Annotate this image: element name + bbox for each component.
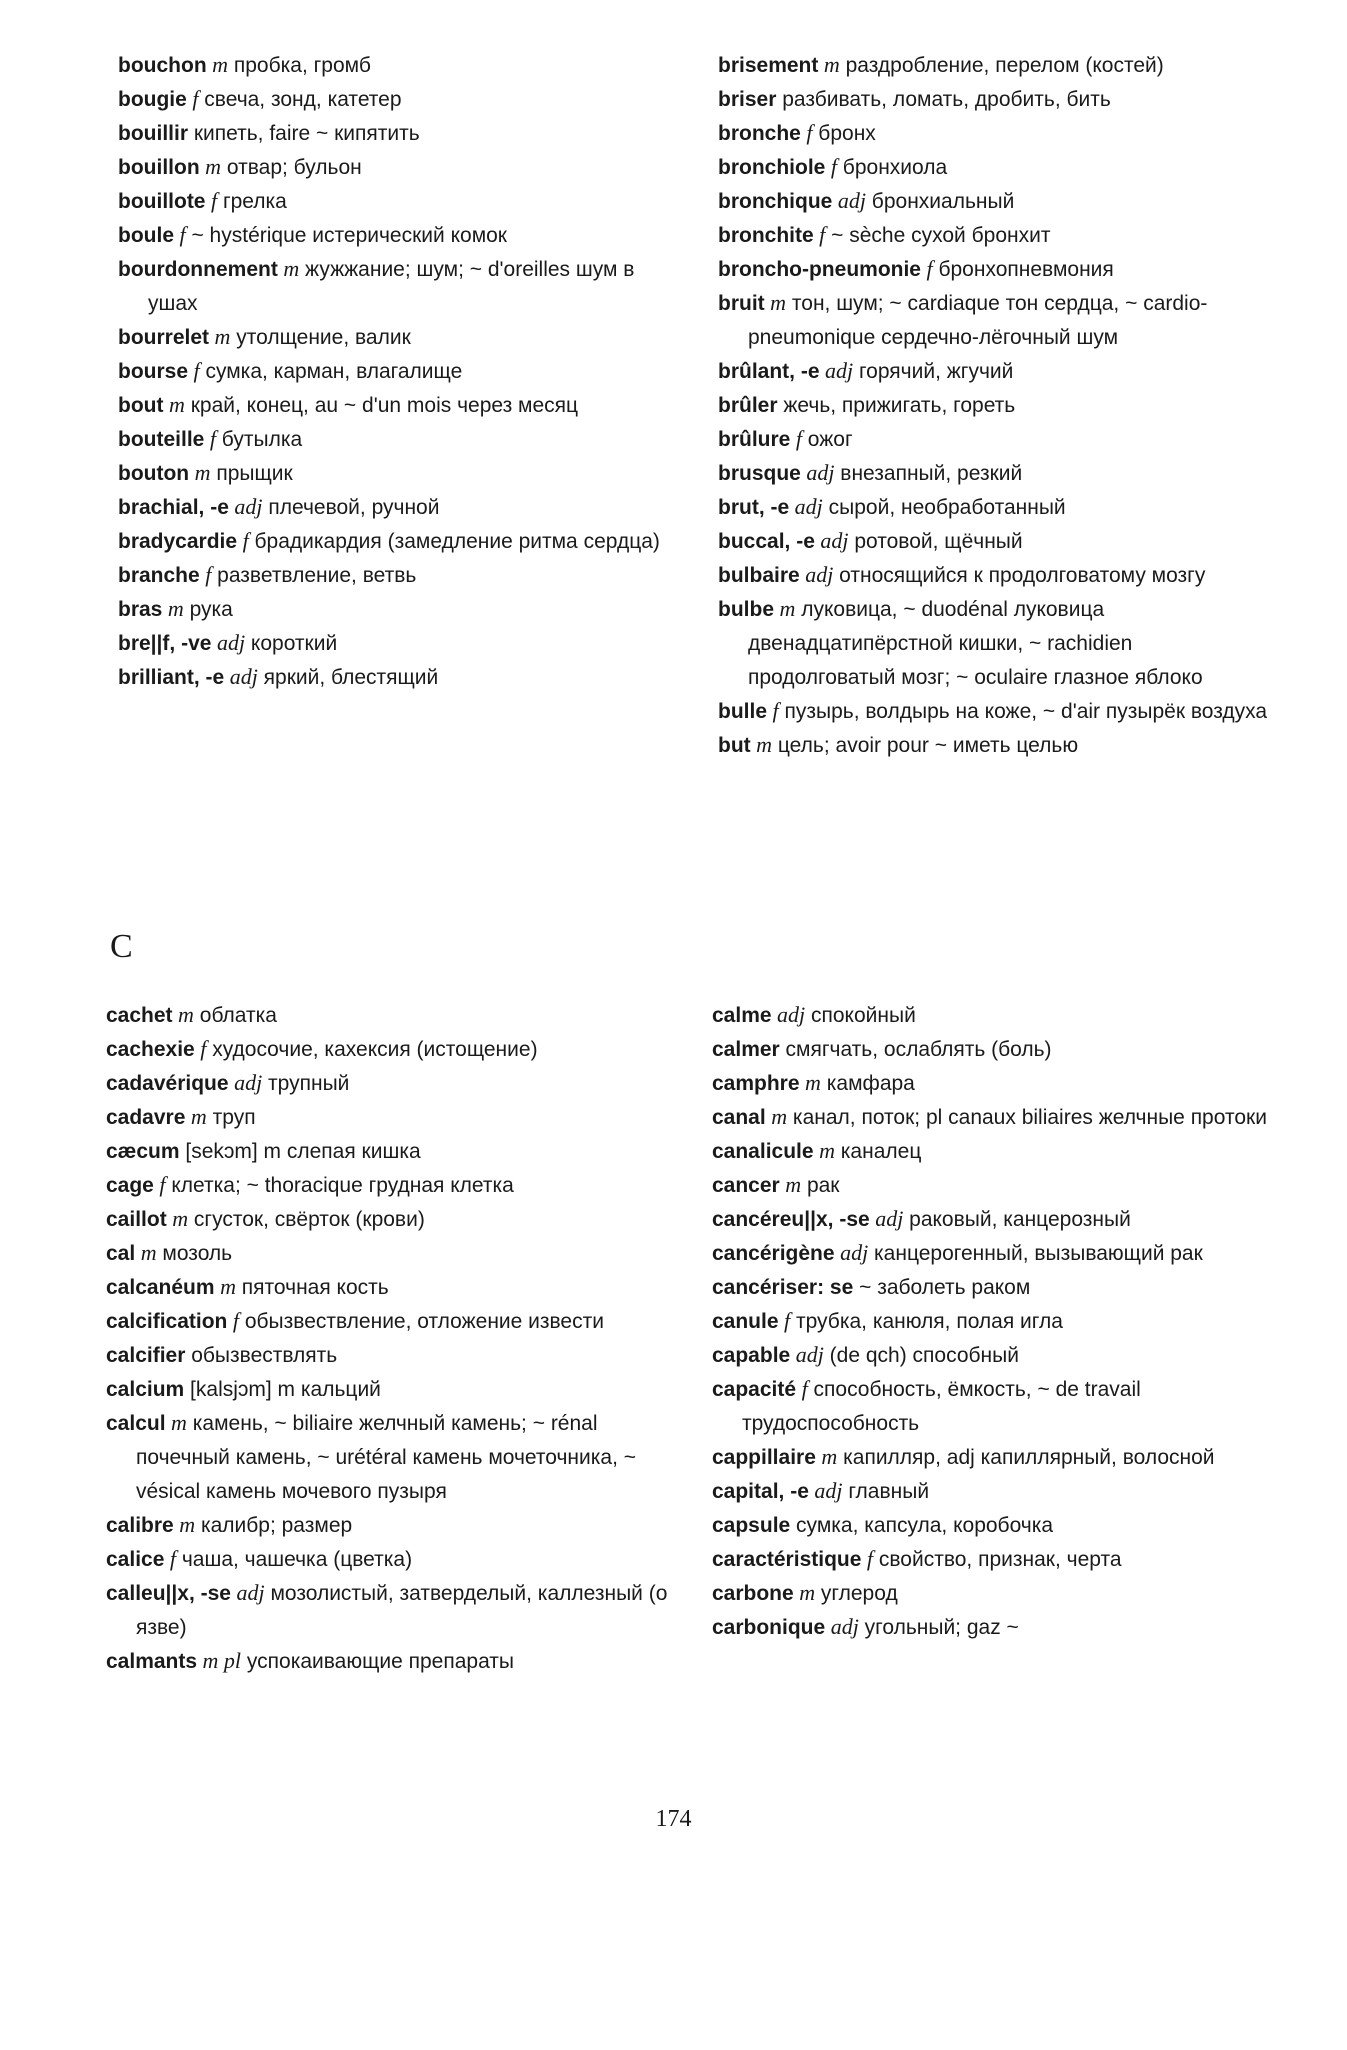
dictionary-entry (118, 218, 678, 252)
translation: прыщик (210, 462, 293, 485)
grammar-tag: adj (789, 494, 823, 519)
headword: calcification (106, 1310, 228, 1333)
dictionary-entry (718, 150, 1278, 184)
headword: brusque (718, 462, 801, 485)
dictionary-entry (106, 1032, 686, 1066)
headword: cancérigène (712, 1242, 835, 1265)
translation: пяточная кость (235, 1276, 389, 1299)
translation: бронхиола (836, 156, 948, 179)
headword: branche (118, 564, 200, 587)
dictionary-entry (718, 48, 1278, 82)
translation: относящийся к продолговатому мозгу (833, 564, 1206, 587)
grammar-tag: f (778, 1308, 791, 1333)
translation: мозолистый, затверделый, каллезный (о язве) (136, 1582, 668, 1639)
translation: смягчать, ослаблять (боль) (779, 1038, 1052, 1061)
grammar-tag: f (186, 86, 199, 111)
headword: cachet (106, 1004, 173, 1027)
dictionary-entry (712, 1168, 1292, 1202)
headword: bouillon (118, 156, 200, 179)
grammar-tag: f (199, 562, 212, 587)
headword: brisement (718, 54, 819, 77)
grammar-tag: m (750, 732, 773, 757)
headword: bruit (718, 292, 765, 315)
headword: cancer (712, 1174, 780, 1197)
translation: свойство, признак, черта (873, 1548, 1122, 1571)
dictionary-entry (718, 354, 1278, 388)
translation: углерод (815, 1582, 898, 1605)
grammar-tag: adj (814, 528, 849, 553)
dictionary-entry (106, 1270, 686, 1304)
dictionary-entry (712, 1474, 1292, 1508)
dictionary-entry (118, 184, 678, 218)
headword: buccal, -e (718, 530, 815, 553)
headword: calcul (106, 1412, 166, 1435)
grammar-tag: m (209, 324, 231, 349)
headword: bougie (118, 88, 187, 111)
headword: calmer (712, 1038, 780, 1061)
headword: bulbaire (718, 564, 800, 587)
translation: рак (801, 1174, 840, 1197)
grammar-tag: m pl (197, 1648, 242, 1673)
dictionary-entry (106, 1168, 686, 1202)
headword: calleu||x, -se (106, 1582, 231, 1605)
headword: bronchique (718, 190, 833, 213)
headword: bronche (718, 122, 801, 145)
dictionary-entry (718, 422, 1278, 456)
translation: пробка, громб (228, 54, 371, 77)
translation: бутылка (215, 428, 303, 451)
grammar-tag: m (185, 1104, 207, 1129)
dictionary-entry (106, 1100, 686, 1134)
translation: труп (206, 1106, 256, 1129)
headword: bouton (118, 462, 190, 485)
translation: кипеть, faire ~ кипятить (188, 122, 420, 145)
dictionary-entry (718, 388, 1278, 422)
dictionary-entry (118, 490, 678, 524)
grammar-tag: adj (231, 1580, 265, 1605)
grammar-tag: adj (228, 1070, 263, 1095)
headword: brûler (718, 394, 778, 417)
dictionary-entry (118, 558, 678, 592)
translation: трупный (262, 1072, 350, 1095)
headword: but (718, 734, 751, 757)
dictionary-entry (118, 48, 678, 82)
translation: облатка (193, 1004, 277, 1027)
headword: calcium (106, 1378, 185, 1401)
grammar-tag: m (173, 1512, 196, 1537)
grammar-tag: adj (211, 630, 246, 655)
dictionary-entry (106, 998, 686, 1032)
grammar-tag: adj (819, 358, 854, 383)
dictionary-entry (718, 490, 1278, 524)
translation: раковый, канцерозный (903, 1208, 1131, 1231)
translation: грелка (217, 190, 287, 213)
headword: bradycardie (118, 530, 238, 553)
headword: carbone (712, 1582, 794, 1605)
dictionary-entry (718, 252, 1278, 286)
grammar-tag: f (800, 120, 813, 145)
translation: камфара (820, 1072, 915, 1095)
grammar-tag: f (796, 1376, 808, 1401)
dictionary-entry (118, 524, 678, 558)
grammar-tag: f (227, 1308, 240, 1333)
dictionary-entry (718, 218, 1278, 252)
dictionary-entry (118, 422, 678, 456)
dictionary-entry (118, 82, 678, 116)
section-letter-c: C (110, 928, 133, 965)
translation: обызвествлять (185, 1344, 338, 1367)
translation: сумка, капсула, коробочка (790, 1514, 1054, 1537)
dictionary-entry (118, 320, 678, 354)
headword: calme (712, 1004, 772, 1027)
headword: capacité (712, 1378, 797, 1401)
translation: цель; avoir pour ~ иметь целью (772, 734, 1079, 757)
grammar-tag: m (166, 1206, 189, 1231)
headword: cancériser: se (712, 1276, 854, 1299)
grammar-tag: f (813, 222, 826, 247)
dictionary-entry (106, 1406, 686, 1508)
translation: бронхиальный (865, 190, 1015, 213)
translation: жечь, прижигать, гореть (777, 394, 1016, 417)
grammar-tag: f (194, 1036, 207, 1061)
grammar-tag: adj (825, 1614, 859, 1639)
dictionary-entry (712, 1338, 1292, 1372)
translation: брадикардия (замедление ритма сердца) (248, 530, 660, 553)
translation: каналец (834, 1140, 922, 1163)
grammar-tag: m (774, 596, 796, 621)
headword: capital, -e (712, 1480, 809, 1503)
dictionary-entry (712, 1372, 1292, 1440)
headword: boule (118, 224, 174, 247)
headword: cal (106, 1242, 136, 1265)
headword: broncho-pneumonie (718, 258, 921, 281)
dictionary-entry (106, 1508, 686, 1542)
translation: край, конец, au ~ d'un mois через месяц (184, 394, 579, 417)
grammar-tag: m (172, 1002, 194, 1027)
dictionary-entry (718, 694, 1278, 728)
headword: bouteille (118, 428, 205, 451)
c-left (106, 998, 686, 1678)
dictionary-entry (718, 286, 1278, 354)
page-number: 174 (655, 1806, 692, 1832)
grammar-tag: m (765, 1104, 788, 1129)
dictionary-entry (712, 1610, 1292, 1644)
translation: разветвление, ветвь (211, 564, 417, 587)
grammar-tag: f (767, 698, 779, 723)
translation: утолщение, валик (230, 326, 411, 349)
translation: тон, шум; ~ cardiaque тон сердца, ~ cardio-pneumonique сердечно-лёгочный шум (748, 292, 1208, 349)
dictionary-entry (106, 1066, 686, 1100)
dictionary-entry (106, 1338, 686, 1372)
translation: плечевой, ручной (262, 496, 440, 519)
translation: канцерогенный, вызывающий рак (868, 1242, 1203, 1265)
headword: caractéristique (712, 1548, 862, 1571)
translation: ~ sèche сухой бронхит (825, 224, 1051, 247)
grammar-tag: f (204, 426, 216, 451)
grammar-tag: m (764, 290, 787, 315)
translation: [sekɔm] m слепая кишка (179, 1140, 421, 1163)
translation: рука (183, 598, 233, 621)
grammar-tag: m (815, 1444, 838, 1469)
translation: чаша, чашечка (цветка) (176, 1548, 413, 1571)
translation: отвар; бульон (221, 156, 362, 179)
headword: bouillir (118, 122, 188, 145)
headword: brûlant, -e (718, 360, 820, 383)
headword: cachexie (106, 1038, 195, 1061)
headword: bout (118, 394, 164, 417)
headword: cancéreu||x, -se (712, 1208, 870, 1231)
translation: успокаивающие препараты (241, 1650, 515, 1673)
dictionary-entry (712, 1236, 1292, 1270)
grammar-tag: adj (799, 562, 834, 587)
headword: briser (718, 88, 777, 111)
dictionary-entry (118, 660, 678, 694)
dictionary-entry (118, 626, 678, 660)
translation: сгусток, свёрток (крови) (188, 1208, 425, 1231)
translation: спокойный (805, 1004, 916, 1027)
grammar-tag: adj (790, 1342, 824, 1367)
dictionary-entry (106, 1372, 686, 1406)
dictionary-entry (712, 1066, 1292, 1100)
translation: трубка, канюля, полая игла (790, 1310, 1063, 1333)
headword: bras (118, 598, 163, 621)
grammar-tag: f (174, 222, 186, 247)
headword: bourse (118, 360, 189, 383)
headword: cæcum (106, 1140, 180, 1163)
headword: cadavérique (106, 1072, 229, 1095)
headword: calcanéum (106, 1276, 215, 1299)
dictionary-entry (118, 388, 678, 422)
dictionary-entry (106, 1202, 686, 1236)
headword: brut, -e (718, 496, 790, 519)
dictionary-entry (718, 82, 1278, 116)
grammar-tag: f (790, 426, 802, 451)
dictionary-entry (106, 1236, 686, 1270)
headword: brachial, -e (118, 496, 229, 519)
translation: клетка; ~ thoracique грудная клетка (165, 1174, 514, 1197)
translation: раздробление, перелом (костей) (839, 54, 1164, 77)
dictionary-entry (106, 1304, 686, 1338)
dictionary-entry (718, 456, 1278, 490)
grammar-tag: f (237, 528, 249, 553)
dictionary-entry (718, 116, 1278, 150)
headword: bourdonnement (118, 258, 278, 281)
translation: пузырь, волдырь на коже, ~ d'air пузырёк воздуха (778, 700, 1268, 723)
headword: calice (106, 1548, 165, 1571)
translation: главный (842, 1480, 930, 1503)
translation: ожог (801, 428, 853, 451)
headword: cage (106, 1174, 154, 1197)
headword: bouchon (118, 54, 207, 77)
headword: bronchite (718, 224, 814, 247)
translation: сырой, необработанный (822, 496, 1066, 519)
dictionary-entry (718, 728, 1278, 762)
b-right (718, 48, 1278, 762)
dictionary-entry (718, 184, 1278, 218)
grammar-tag: m (135, 1240, 157, 1265)
dictionary-entry (712, 1270, 1292, 1304)
headword: canule (712, 1310, 779, 1333)
grammar-tag: adj (771, 1002, 806, 1027)
headword: calmants (106, 1650, 198, 1673)
grammar-tag: m (277, 256, 300, 281)
c-right (712, 998, 1292, 1644)
dictionary-entry (712, 1100, 1292, 1134)
grammar-tag: m (165, 1410, 187, 1435)
dictionary-entry (718, 592, 1278, 694)
dictionary-entry (106, 1542, 686, 1576)
headword: bre||f, -ve (118, 632, 212, 655)
translation: горячий, жгучий (853, 360, 1014, 383)
translation: разбивать, ломать, дробить, бить (776, 88, 1111, 111)
headword: bouillote (118, 190, 206, 213)
headword: brilliant, -e (118, 666, 225, 689)
grammar-tag: adj (224, 664, 258, 689)
translation: худосочие, кахексия (истощение) (206, 1038, 538, 1061)
grammar-tag: f (861, 1546, 874, 1571)
grammar-tag: m (199, 154, 222, 179)
dictionary-entry (118, 354, 678, 388)
grammar-tag: adj (228, 494, 263, 519)
headword: bronchiole (718, 156, 826, 179)
grammar-tag: m (163, 392, 185, 417)
translation: способность, ёмкость, ~ de travail трудоспособность (742, 1378, 1141, 1435)
grammar-tag: m (206, 52, 229, 77)
translation: камень, ~ biliaire желчный камень; ~ rénal почечный камень, ~ urétéral камень мочеточника, ~ vésical камень мочевого пузыря (136, 1412, 637, 1503)
grammar-tag: adj (834, 1240, 869, 1265)
dictionary-entry (106, 1576, 686, 1644)
dictionary-entry (712, 1304, 1292, 1338)
translation: [kalsjɔm] m кальций (184, 1378, 381, 1401)
translation: угольный; gaz ~ (858, 1616, 1019, 1639)
grammar-tag: m (813, 1138, 835, 1163)
headword: brûlure (718, 428, 791, 451)
grammar-tag: adj (832, 188, 866, 213)
dictionary-entry (118, 150, 678, 184)
headword: carbonique (712, 1616, 826, 1639)
dictionary-entry (712, 998, 1292, 1032)
headword: capable (712, 1344, 791, 1367)
translation: свеча, зонд, катетер (198, 88, 402, 111)
translation: ротовой, щёчный (848, 530, 1023, 553)
headword: canal (712, 1106, 766, 1129)
grammar-tag: m (799, 1070, 821, 1095)
headword: caillot (106, 1208, 167, 1231)
translation: яркий, блестящий (257, 666, 439, 689)
translation: обызвествление, отложение извести (239, 1310, 604, 1333)
headword: bulle (718, 700, 768, 723)
translation: луковица, ~ duodénal луковица двенадцатипёрстной кишки, ~ rachidien продолговатый мозг; ~ oculaire глазное яблоко (748, 598, 1203, 689)
translation: ~ hystérique истерический комок (185, 224, 507, 247)
translation: калибр; размер (195, 1514, 353, 1537)
dictionary-entry (118, 456, 678, 490)
headword: bulbe (718, 598, 774, 621)
translation: канал, поток; pl canaux biliaires желчные протоки (787, 1106, 1267, 1129)
headword: capsule (712, 1514, 791, 1537)
translation: бронх (812, 122, 876, 145)
grammar-tag: m (214, 1274, 236, 1299)
headword: camphre (712, 1072, 800, 1095)
translation: мозоль (156, 1242, 233, 1265)
translation: внезапный, резкий (834, 462, 1023, 485)
translation: капилляр, adj капиллярный, волосной (837, 1446, 1215, 1469)
dictionary-entry (712, 1576, 1292, 1610)
grammar-tag: adj (869, 1206, 904, 1231)
dictionary-entry (118, 592, 678, 626)
translation: (de qch) способный (823, 1344, 1019, 1367)
dictionary-entry (712, 1202, 1292, 1236)
dictionary-entry (718, 524, 1278, 558)
headword: bourrelet (118, 326, 210, 349)
headword: cadavre (106, 1106, 186, 1129)
dictionary-entry (712, 1542, 1292, 1576)
dictionary-entry (118, 116, 678, 150)
dictionary-entry (106, 1134, 686, 1168)
dictionary-entry (718, 558, 1278, 592)
dictionary-entry (712, 1134, 1292, 1168)
translation: жужжание; шум; ~ d'oreilles шум в ушах (148, 258, 635, 315)
grammar-tag: f (825, 154, 837, 179)
grammar-tag: adj (808, 1478, 843, 1503)
grammar-tag: m (779, 1172, 802, 1197)
dictionary-entry (118, 252, 678, 320)
translation: короткий (245, 632, 338, 655)
translation: ~ заболеть раком (853, 1276, 1031, 1299)
grammar-tag: f (153, 1172, 166, 1197)
headword: calcifier (106, 1344, 186, 1367)
b-left (118, 48, 678, 694)
dictionary-entry (712, 1032, 1292, 1066)
headword: canalicule (712, 1140, 814, 1163)
grammar-tag: f (205, 188, 218, 213)
dictionary-entry (712, 1440, 1292, 1474)
grammar-tag: m (162, 596, 184, 621)
grammar-tag: m (189, 460, 211, 485)
translation: сумка, карман, влагалище (199, 360, 463, 383)
grammar-tag: m (818, 52, 840, 77)
headword: cappillaire (712, 1446, 816, 1469)
dictionary-entry (106, 1644, 686, 1678)
grammar-tag: f (164, 1546, 177, 1571)
translation: бронхопневмония (932, 258, 1114, 281)
grammar-tag: adj (800, 460, 835, 485)
grammar-tag: f (188, 358, 200, 383)
grammar-tag: m (793, 1580, 816, 1605)
dictionary-entry (712, 1508, 1292, 1542)
grammar-tag: f (921, 256, 933, 281)
headword: calibre (106, 1514, 174, 1537)
